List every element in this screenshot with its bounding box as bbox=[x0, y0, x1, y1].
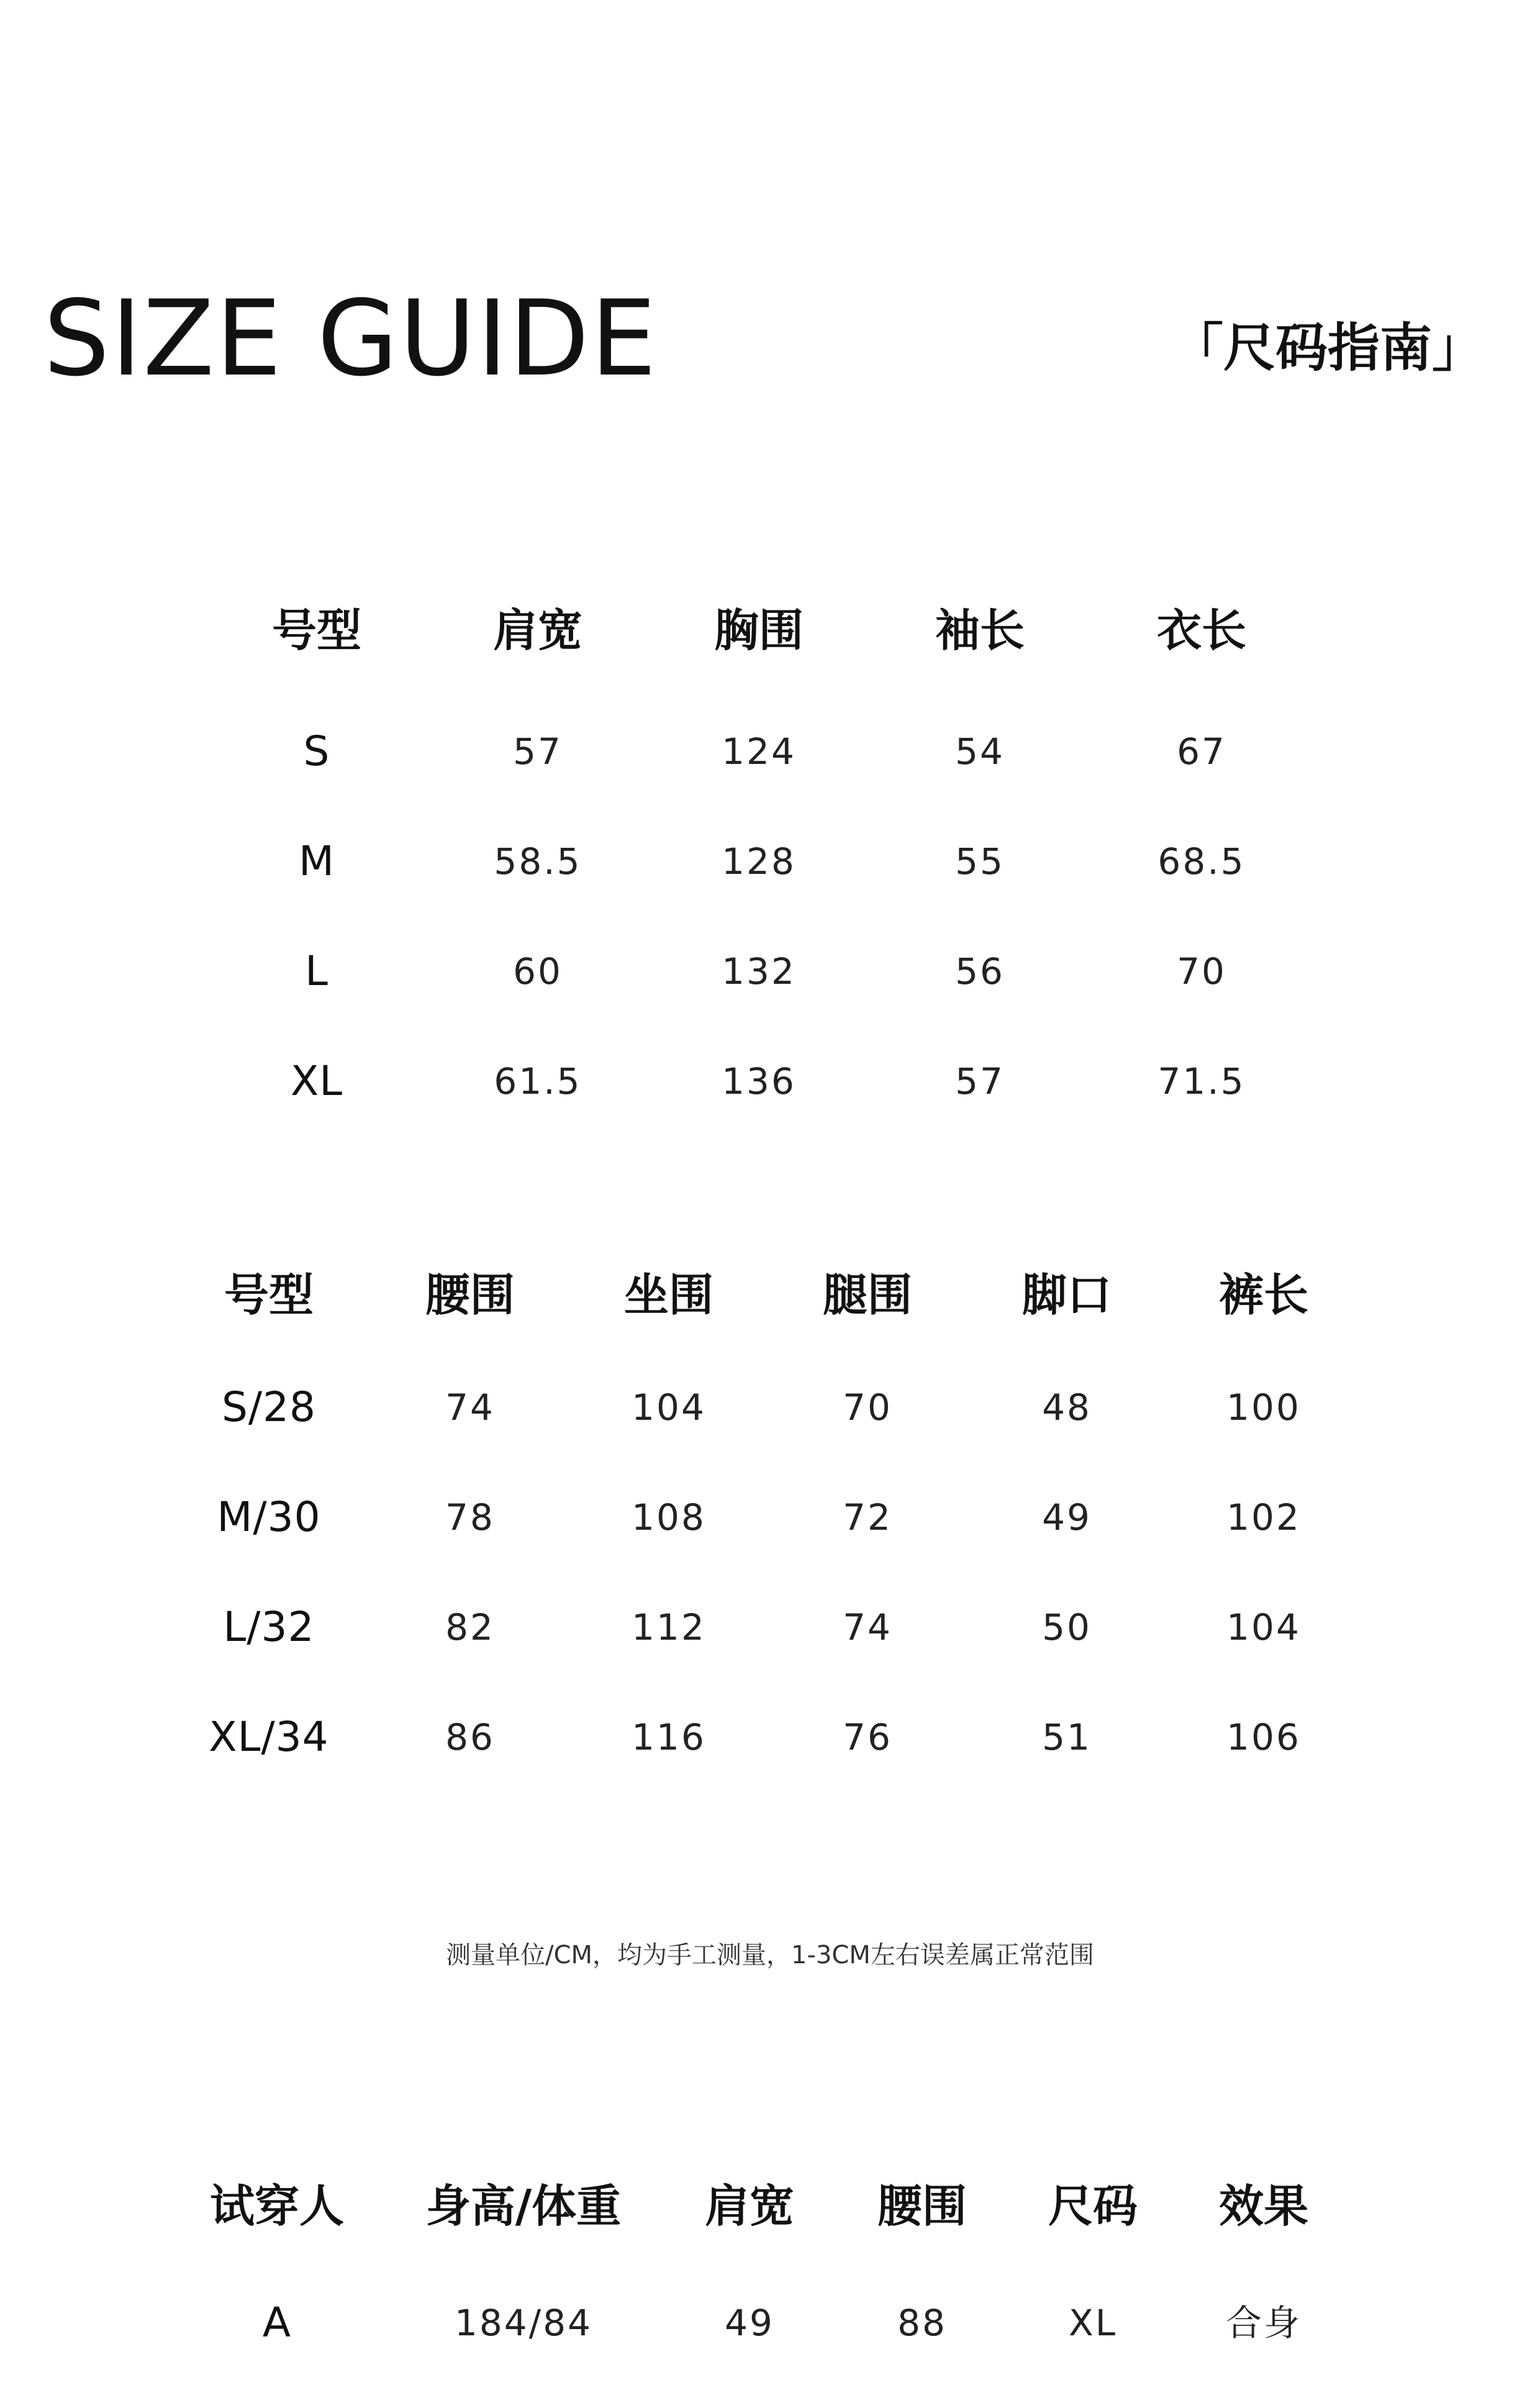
header-cell: 腰围 bbox=[877, 2180, 967, 2232]
value-cell: 74 bbox=[445, 1386, 495, 1429]
size-cell: M/30 bbox=[217, 1493, 321, 1541]
value-cell: 57 bbox=[513, 730, 563, 773]
value-cell: 合身 bbox=[1225, 2302, 1302, 2344]
page-title-en: SIZE GUIDE bbox=[43, 278, 658, 399]
value-cell: 70 bbox=[1177, 950, 1226, 993]
value-cell: 112 bbox=[632, 1606, 706, 1648]
value-cell: 48 bbox=[1042, 1386, 1092, 1429]
value-cell: 128 bbox=[722, 840, 796, 883]
value-cell: 54 bbox=[955, 730, 1005, 773]
header-cell: 尺码 bbox=[1048, 2180, 1138, 2232]
size-cell: S/28 bbox=[221, 1383, 317, 1431]
value-cell: 132 bbox=[722, 950, 796, 993]
value-cell: 71.5 bbox=[1157, 1060, 1246, 1102]
value-cell: 70 bbox=[843, 1386, 892, 1429]
measurement-note: 测量单位/CM，均为手工测量，1-3CM左右误差属正常范围 bbox=[446, 1941, 1094, 1969]
value-cell: 57 bbox=[955, 1060, 1005, 1102]
value-cell: 116 bbox=[632, 1716, 706, 1758]
value-cell: 124 bbox=[722, 730, 796, 773]
value-cell: 106 bbox=[1226, 1716, 1301, 1758]
header-cell: 袖长 bbox=[935, 604, 1025, 656]
value-cell: 72 bbox=[843, 1496, 892, 1538]
value-cell: 55 bbox=[955, 840, 1005, 883]
size-cell: L bbox=[305, 947, 328, 995]
header-cell: 效果 bbox=[1218, 2180, 1309, 2232]
value-cell: 78 bbox=[445, 1496, 495, 1538]
value-cell: 60 bbox=[513, 950, 563, 993]
header-cell: 号型 bbox=[224, 1269, 314, 1321]
page-title-cn: 「尺码指南」 bbox=[1171, 317, 1484, 378]
value-cell: 104 bbox=[1226, 1606, 1301, 1648]
value-cell: 61.5 bbox=[494, 1060, 582, 1102]
value-cell: 51 bbox=[1042, 1716, 1092, 1758]
value-cell: 82 bbox=[445, 1606, 495, 1648]
header-cell: 身高/体重 bbox=[425, 2180, 622, 2232]
header-cell: 脚口 bbox=[1021, 1269, 1112, 1321]
value-cell: XL bbox=[1068, 2302, 1118, 2344]
value-cell: 67 bbox=[1177, 730, 1226, 773]
value-cell: 86 bbox=[445, 1716, 495, 1758]
header-cell: 肩宽 bbox=[492, 604, 583, 656]
value-cell: 50 bbox=[1042, 1606, 1092, 1648]
value-cell: 49 bbox=[1042, 1496, 1092, 1538]
header-cell: 号型 bbox=[271, 604, 362, 656]
size-cell: XL/34 bbox=[209, 1713, 329, 1761]
value-cell: 56 bbox=[955, 950, 1005, 993]
value-cell: 76 bbox=[843, 1716, 892, 1758]
value-cell: 68.5 bbox=[1157, 840, 1246, 883]
value-cell: 100 bbox=[1226, 1386, 1301, 1429]
header-cell: 试穿人 bbox=[209, 2180, 345, 2232]
size-cell: S bbox=[303, 727, 330, 775]
header-cell: 腿围 bbox=[822, 1269, 913, 1321]
size-cell: XL bbox=[291, 1057, 343, 1105]
value-cell: 104 bbox=[632, 1386, 706, 1429]
value-cell: 136 bbox=[722, 1060, 796, 1102]
value-cell: 88 bbox=[897, 2302, 947, 2344]
header-cell: 衣长 bbox=[1156, 604, 1247, 656]
header-cell: 腰围 bbox=[425, 1269, 515, 1321]
model-name-cell: A bbox=[262, 2299, 292, 2346]
value-cell: 58.5 bbox=[494, 840, 582, 883]
header-cell: 肩宽 bbox=[704, 2180, 795, 2232]
size-cell: L/32 bbox=[223, 1603, 315, 1651]
header-cell: 胸围 bbox=[713, 604, 804, 656]
header-cell: 裤长 bbox=[1218, 1269, 1309, 1321]
value-cell: 184/84 bbox=[454, 2302, 593, 2344]
value-cell: 49 bbox=[725, 2302, 774, 2344]
header-cell: 坐围 bbox=[623, 1269, 714, 1321]
value-cell: 74 bbox=[843, 1606, 892, 1648]
value-cell: 108 bbox=[632, 1496, 706, 1538]
value-cell: 102 bbox=[1226, 1496, 1301, 1538]
size-cell: M bbox=[299, 837, 335, 885]
